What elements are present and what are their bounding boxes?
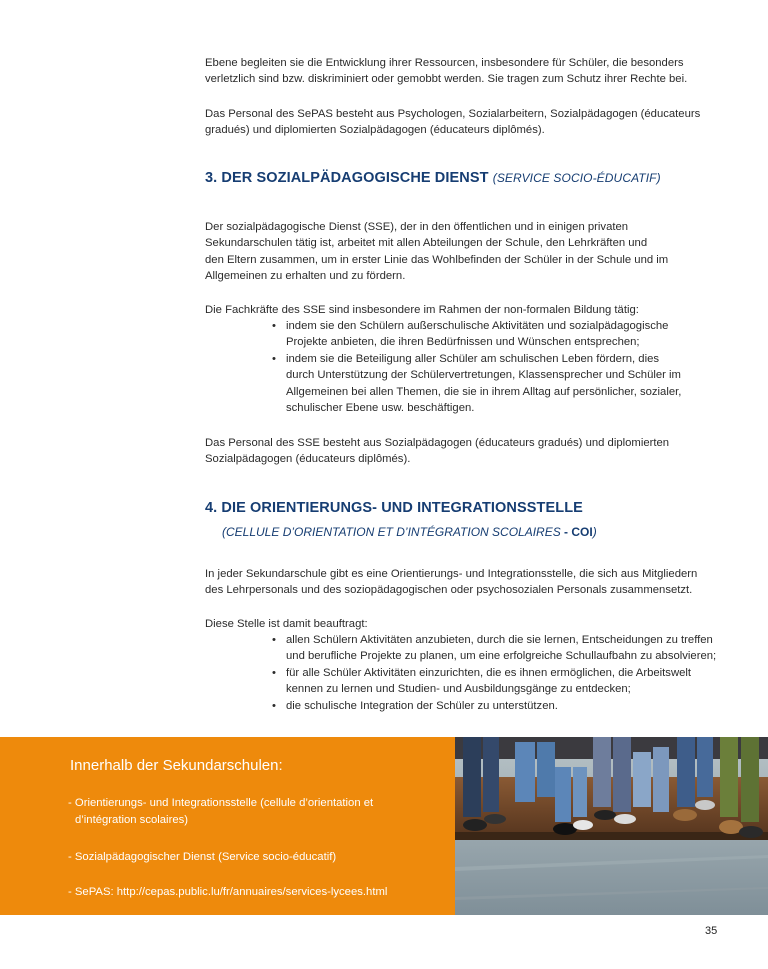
section-3-paragraph-3 [205,435,725,468]
subtitle-dash: - [560,525,572,539]
subtitle-close: ) [592,525,597,539]
section-3-bullet-list [272,318,722,416]
text-line: Das Personal des SSE besteht aus Sozialpädagogen (éducateurs gradués) und diplomierten [205,437,670,449]
text-line: die schulische Integration der Schüler zu unterstützen. [286,699,558,712]
text-line: den Eltern zusammen, um in erster Linie das Wohlbefinden der Schüler in der Schule und im [205,253,669,266]
text-line: Der sozialpädagogische Dienst (SSE), der in den öffentlichen und in einigen privaten [205,221,629,233]
text-line: d’intégration scolaires) [75,814,189,826]
text-line: des Lehrpersonals und des soziopädagogischen oder psychosozialen Personals zusammensetzt. [205,584,693,597]
subtitle-abbreviation: COI [571,525,593,539]
list-item [272,698,722,714]
section-3-paragraph-2 [205,302,725,318]
bullet-icon: • [272,699,276,712]
text-line: Das Personal des SePAS besteht aus Psychologen, Sozialarbeitern, Sozialpädagogen (éducateurs [205,108,701,120]
info-box [0,737,455,915]
text-line: Allgemeinen zu erhalten und zu fördern. [205,270,406,283]
text-line: Projekte anbieten, die ihren Bedürfnissen und Wünschen entsprechen; [286,336,640,349]
intro-paragraph-1 [205,55,725,88]
text-line: Die Fachkräfte des SSE sind insbesondere im Rahmen der non-formalen Bildung tätig: [205,304,639,316]
text-line: In jeder Sekundarschule gibt es eine Orientierungs- und Integrationsstelle, die sich aus Mitgliedern [205,568,698,580]
text-line: gradués) und diplomierten Sozialpädagogen (éducateurs diplômés). [205,124,545,137]
text-line: durch Unterstützung der Schülervertretungen, Klassensprecher und Schüler im [286,369,681,382]
text-line: - Orientierungs- und Integrationsstelle (cellule d’orientation et [68,797,374,809]
section-3-title: 3. DER SOZIALPÄDAGOGISCHE DIENST [205,170,489,186]
intro-paragraph-2 [205,106,725,139]
text-line: indem sie den Schülern außerschulische Aktivitäten und sozialpädagogische [286,320,669,332]
section-4-subtitle [222,525,597,539]
text-line: indem sie die Beteiligung aller Schüler am schulischen Leben fördern, dies [286,352,660,365]
section-3-paragraph-1 [205,219,725,285]
info-box-item: - Sozialpädagogischer Dienst (Service socio-éducatif) [68,851,337,863]
info-box-link[interactable]: - SePAS: http://cepas.public.lu/fr/annuaires/services-lycees.html [68,886,388,898]
text-line: Sozialpädagogen (éducateurs diplômés). [205,453,411,466]
page-number: 35 [705,925,718,937]
list-item [272,318,722,351]
section-3-heading [205,170,661,186]
list-item [272,632,722,665]
students-photo [455,737,768,915]
list-item [272,351,722,417]
bullet-icon: • [272,634,276,646]
text-line: Allgemeinen bei allen Themen, die sie in ihrem Alltag auf persönlicher, sozialer, [286,385,682,398]
text-line: schulischer Ebene usw. beschäftigen. [286,402,475,415]
text-line: Ebene begleiten sie die Entwicklung ihrer Ressourcen, insbesondere für Schüler, die besonders [205,57,684,69]
section-4-heading [205,500,583,516]
info-box-title: Innerhalb der Sekundarschulen: [70,757,283,774]
section-4-paragraph-2 [205,616,725,632]
text-line: verletzlich sind bzw. diskriminiert oder gemobbt werden. Sie tragen zum Schutz ihrer Rechte bei. [205,73,688,86]
text-line: Sekundarschulen tätig ist, arbeitet mit allen Abteilungen der Schule, den Lehrkräften und [205,237,648,250]
list-item [272,665,722,698]
section-4-paragraph-1 [205,566,725,599]
bullet-icon: • [272,666,276,679]
text-line: kennen zu lernen und Studien- und Ausbildungsgänge zu entdecken; [286,683,631,696]
section-3-french-title: (SERVICE SOCIO-ÉDUCATIF) [492,171,661,185]
text-line: allen Schülern Aktivitäten anzubieten, durch die sie lernen, Entscheidungen zu treffen [286,634,713,646]
info-box-item [68,795,373,829]
section-4-bullet-list [272,632,722,714]
text-line: und berufliche Projekte zu planen, um eine erfolgreiche Schullaufbahn zu absolvieren; [286,650,717,663]
text-line: für alle Schüler Aktivitäten einzurichten, die es ihnen ermöglichen, die Arbeitswelt [286,666,692,679]
section-4-title: 4. DIE ORIENTIERUNGS- UND INTEGRATIONSSTELLE [205,500,583,516]
bullet-icon: • [272,320,276,332]
text-line: Diese Stelle ist damit beauftragt: [205,618,368,630]
subtitle-text: (CELLULE D’ORIENTATION ET D’INTÉGRATION SCOLAIRES [222,525,561,539]
bullet-icon: • [272,352,276,365]
